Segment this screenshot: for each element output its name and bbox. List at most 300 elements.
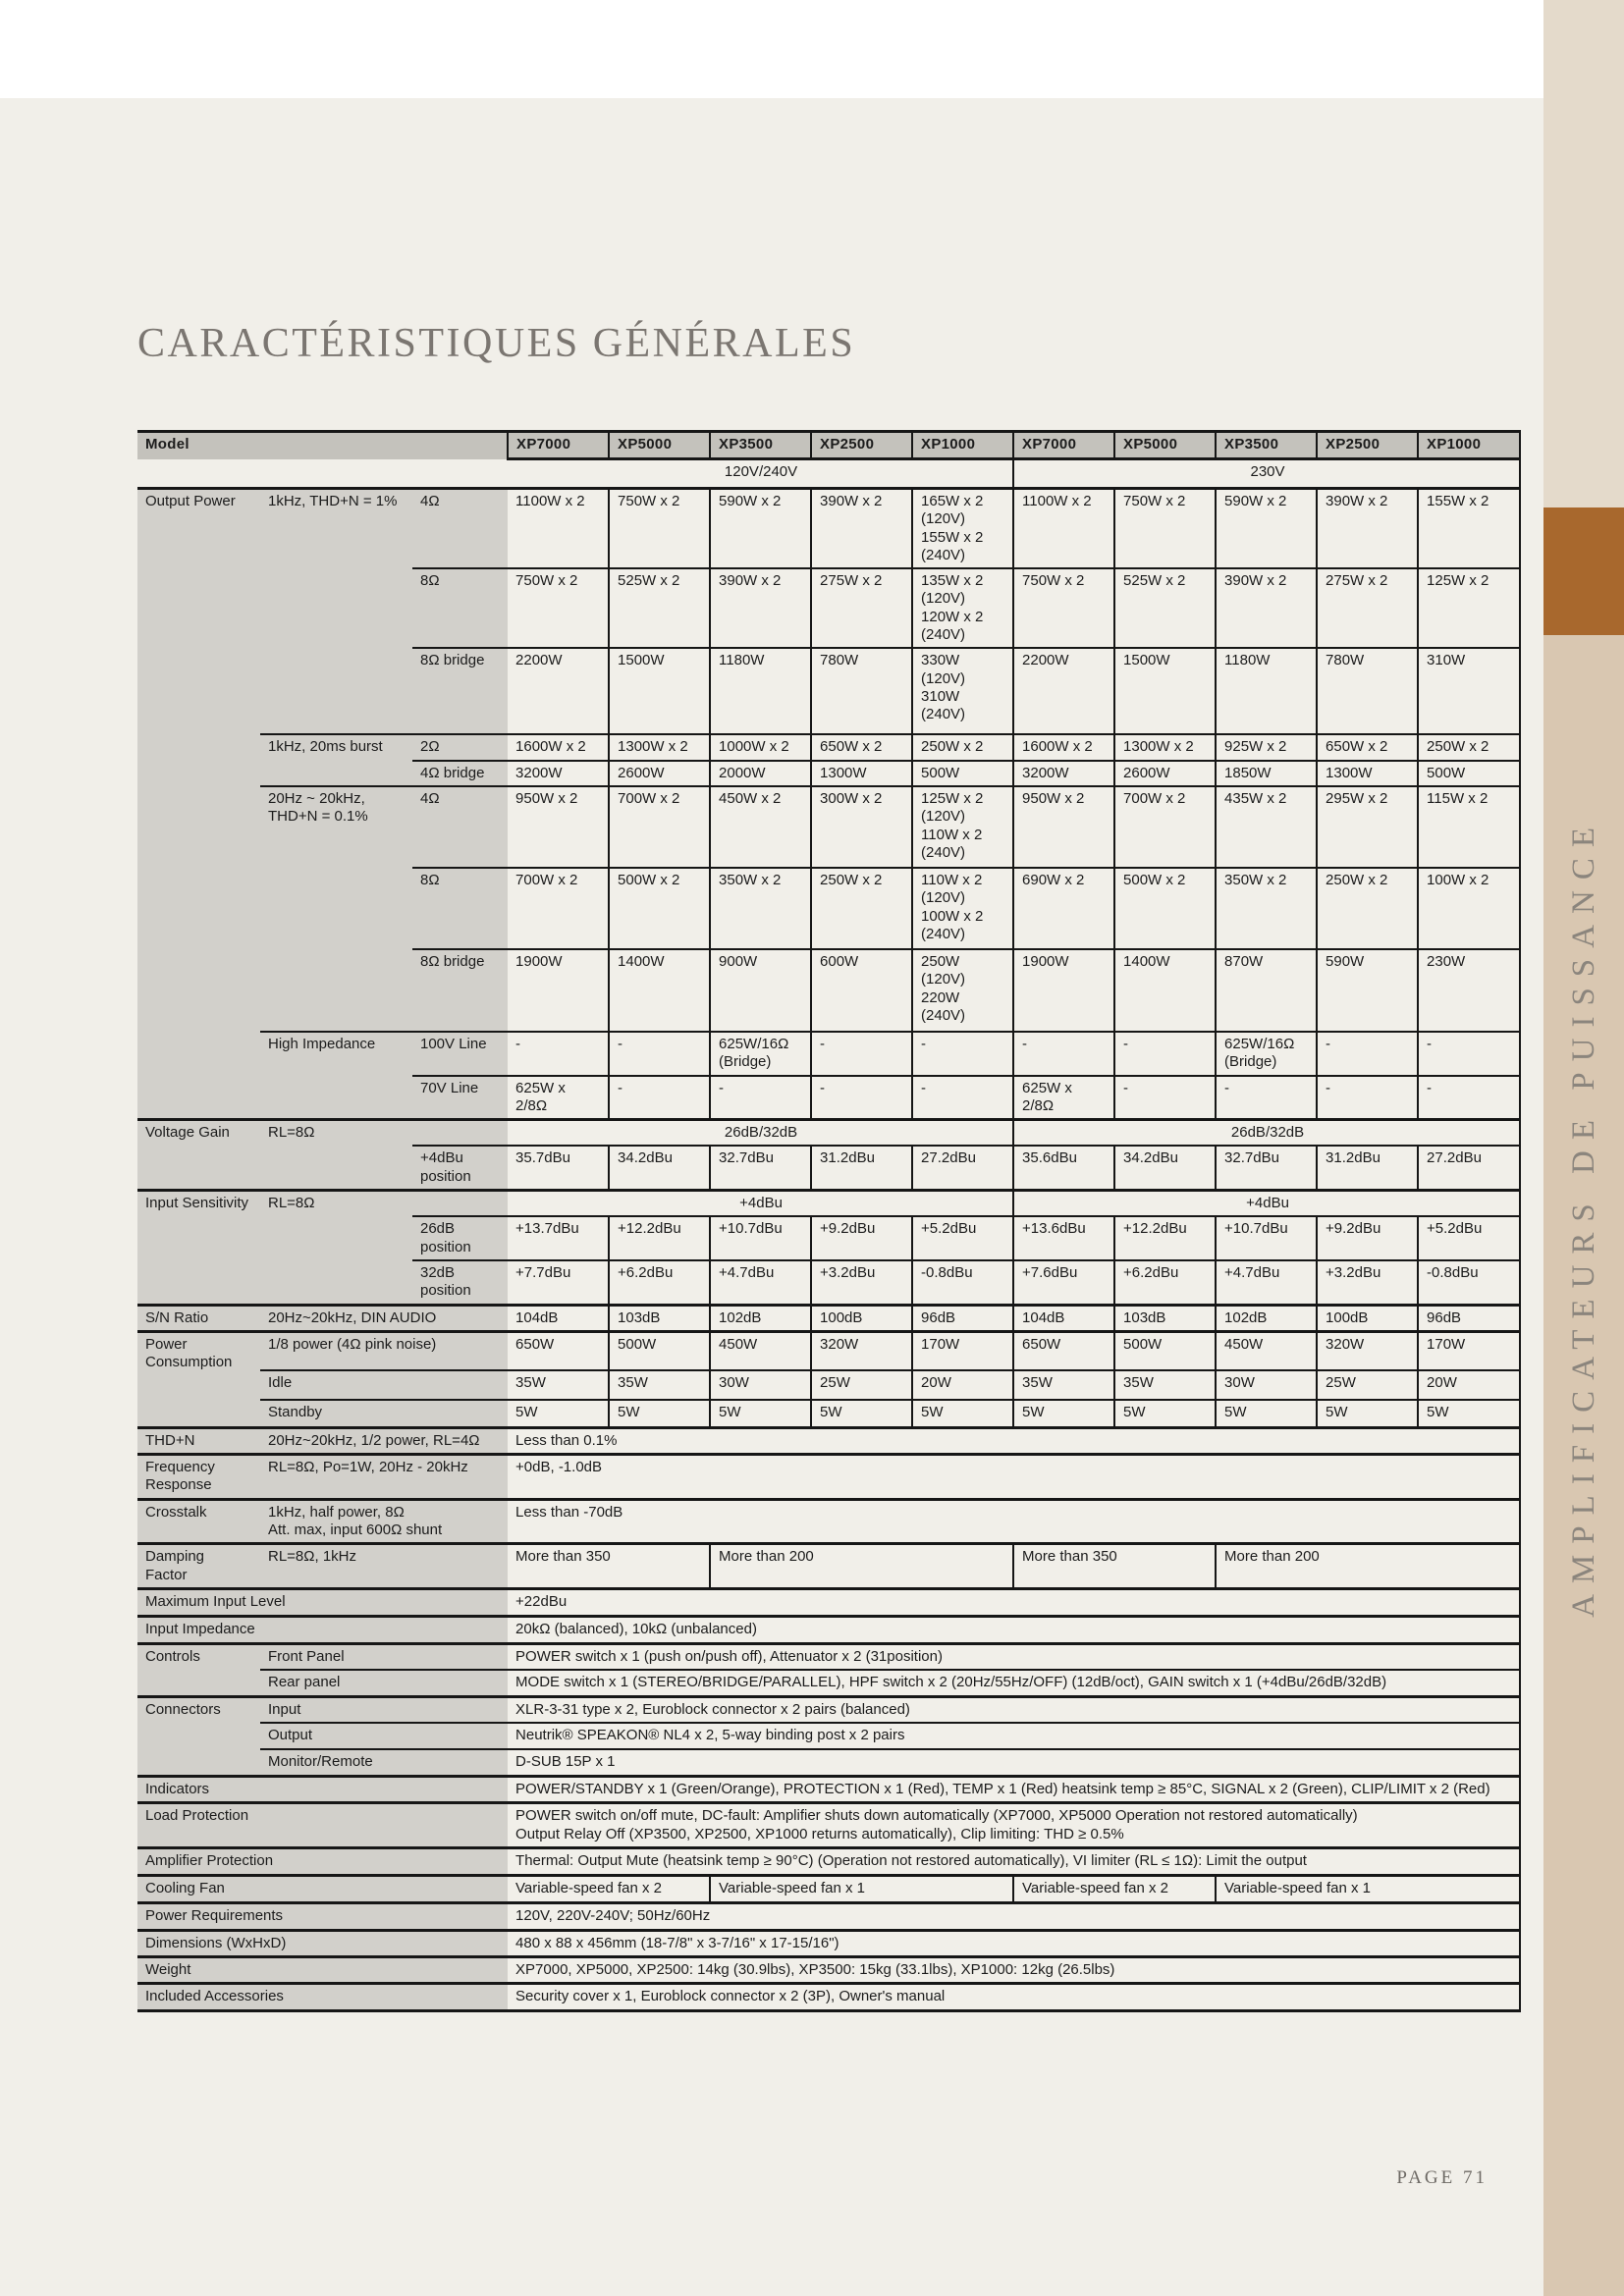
table-row <box>137 1749 1520 1776</box>
spec-value: 5W <box>1216 1400 1317 1427</box>
table-row <box>137 1957 1520 1984</box>
spec-value: 230W <box>1418 949 1520 1032</box>
spec-table <box>137 430 1521 2012</box>
row-sublabel: 8Ω <box>412 868 508 949</box>
spec-value: 690W x 2 <box>1013 868 1114 949</box>
spec-value: 900W <box>710 949 811 1032</box>
spec-value: 590W <box>1317 949 1418 1032</box>
row-sublabel: 4Ω <box>412 489 508 569</box>
spec-value: 165W x 2 (120V) 155W x 2 (240V) <box>912 489 1013 569</box>
spec-value: 780W <box>811 648 912 734</box>
model-column-header: XP7000 <box>508 432 609 459</box>
sidebar-vertical-label-text: AMPLIFICATEURS DE PUISSANCE <box>1565 817 1601 1618</box>
row-sublabel: 4Ω bridge <box>412 761 508 786</box>
spec-value: 5W <box>1317 1400 1418 1427</box>
spec-value: 1300W <box>811 761 912 786</box>
spec-value: POWER switch on/off mute, DC-fault: Amplifier shuts down automatically (XP7000, XP5000 Operation not restored automatically) Output Relay Off (XP3500, XP2500, XP1000 returns automatically), Clip limiting: THD ≥ 0.5% <box>508 1803 1520 1848</box>
spec-value: 102dB <box>1216 1305 1317 1331</box>
spec-value: 300W x 2 <box>811 786 912 868</box>
spec-value: Variable-speed fan x 2 <box>508 1875 710 1902</box>
spec-value: Variable-speed fan x 1 <box>1216 1875 1520 1902</box>
spec-value: 590W x 2 <box>710 489 811 569</box>
row-label: Damping Factor <box>137 1544 260 1589</box>
table-row <box>137 1032 1520 1076</box>
spec-value: More than 200 <box>710 1544 1013 1589</box>
row-label: THD+N <box>137 1427 260 1454</box>
spec-value: POWER switch x 1 (push on/push off), Attenuator x 2 (31position) <box>508 1643 1520 1670</box>
table-row <box>137 1499 1520 1544</box>
spec-value: XLR-3-31 type x 2, Euroblock connector x 2 pairs (balanced) <box>508 1696 1520 1723</box>
spec-value: - <box>912 1032 1013 1076</box>
spec-value: +5.2dBu <box>1418 1216 1520 1260</box>
table-row <box>137 432 1520 459</box>
row-condition: 20Hz~20kHz, DIN AUDIO <box>260 1305 508 1331</box>
spec-value: -0.8dBu <box>912 1260 1013 1305</box>
row-sublabel: 2Ω <box>412 734 508 760</box>
table-row <box>137 1427 1520 1454</box>
spec-value: 5W <box>710 1400 811 1427</box>
table-row <box>137 1803 1520 1848</box>
spec-value: 34.2dBu <box>609 1146 710 1190</box>
row-label: Output Power <box>137 489 260 1120</box>
row-condition: 1kHz, 20ms burst <box>260 734 412 786</box>
spec-value: 250W x 2 <box>1317 868 1418 949</box>
model-column-header: XP5000 <box>1114 432 1216 459</box>
spec-value: 5W <box>1418 1400 1520 1427</box>
spec-value: +4dBu <box>1013 1191 1520 1217</box>
row-label: Weight <box>137 1957 508 1984</box>
spec-value: +9.2dBu <box>1317 1216 1418 1260</box>
table-row <box>137 1696 1520 1723</box>
spec-value: +3.2dBu <box>1317 1260 1418 1305</box>
table-row <box>137 1120 1520 1147</box>
spec-value: +13.6dBu <box>1013 1216 1114 1260</box>
spec-value: 35.6dBu <box>1013 1146 1114 1190</box>
spec-value: 1180W <box>710 648 811 734</box>
spec-value: 1300W x 2 <box>1114 734 1216 760</box>
spec-value: 96dB <box>912 1305 1013 1331</box>
spec-value: 30W <box>710 1370 811 1400</box>
spec-value: 1900W <box>1013 949 1114 1032</box>
spec-value: 20W <box>1418 1370 1520 1400</box>
table-row <box>137 1331 1520 1370</box>
spec-value: 30W <box>1216 1370 1317 1400</box>
model-column-header: XP2500 <box>811 432 912 459</box>
spec-value: +10.7dBu <box>710 1216 811 1260</box>
row-condition: Rear panel <box>260 1670 508 1696</box>
spec-value: 500W x 2 <box>1114 868 1216 949</box>
spec-value: - <box>1418 1076 1520 1120</box>
spec-value: - <box>1317 1032 1418 1076</box>
spec-value: 500W <box>912 761 1013 786</box>
row-condition: RL=8Ω <box>260 1120 412 1191</box>
spec-value: 3200W <box>1013 761 1114 786</box>
row-sublabel: 70V Line <box>412 1076 508 1120</box>
table-row <box>137 459 1520 489</box>
row-label: Voltage Gain <box>137 1120 260 1191</box>
table-row <box>137 786 1520 868</box>
spec-value: - <box>710 1076 811 1120</box>
table-row <box>137 1723 1520 1749</box>
spec-value: - <box>912 1076 1013 1120</box>
table-row <box>137 1191 1520 1217</box>
spec-value: +7.7dBu <box>508 1260 609 1305</box>
spec-value: 750W x 2 <box>1013 568 1114 648</box>
spec-value: 350W x 2 <box>1216 868 1317 949</box>
spec-value: 625W/16Ω (Bridge) <box>710 1032 811 1076</box>
spec-value: 250W x 2 <box>1418 734 1520 760</box>
row-condition: Input <box>260 1696 508 1723</box>
spec-value: 590W x 2 <box>1216 489 1317 569</box>
spec-value: 3200W <box>508 761 609 786</box>
sidebar-top-band <box>1543 0 1624 507</box>
spec-value: 1850W <box>1216 761 1317 786</box>
spec-value: 35W <box>508 1370 609 1400</box>
spec-value: 2600W <box>1114 761 1216 786</box>
spec-value: 450W <box>1216 1331 1317 1370</box>
spacer-cell <box>412 1120 508 1147</box>
spec-value: 25W <box>1317 1370 1418 1400</box>
row-condition: Standby <box>260 1400 508 1427</box>
spec-value: 625W/16Ω (Bridge) <box>1216 1032 1317 1076</box>
row-condition: Output <box>260 1723 508 1749</box>
spec-value: Less than -70dB <box>508 1499 1520 1544</box>
spec-value: 100dB <box>811 1305 912 1331</box>
row-condition: Monitor/Remote <box>260 1749 508 1776</box>
row-label: Controls <box>137 1643 260 1696</box>
spec-value: 925W x 2 <box>1216 734 1317 760</box>
spec-value: 115W x 2 <box>1418 786 1520 868</box>
spec-value: 103dB <box>1114 1305 1216 1331</box>
spec-value: 650W x 2 <box>811 734 912 760</box>
row-label: Power Requirements <box>137 1902 508 1930</box>
row-label: Maximum Input Level <box>137 1588 508 1616</box>
spec-value: 100dB <box>1317 1305 1418 1331</box>
table-row <box>137 489 1520 569</box>
spec-value: 250W x 2 <box>811 868 912 949</box>
spec-value: 104dB <box>1013 1305 1114 1331</box>
page-title: CARACTÉRISTIQUES GÉNÉRALES <box>137 321 856 367</box>
spec-value: 2600W <box>609 761 710 786</box>
voltage-group-label: 120V/240V <box>508 459 1013 489</box>
row-condition: RL=8Ω, 1kHz <box>260 1544 508 1589</box>
table-row <box>137 1670 1520 1696</box>
spec-value: 625W x 2/8Ω <box>1013 1076 1114 1120</box>
spec-value: +12.2dBu <box>1114 1216 1216 1260</box>
table-row <box>137 1643 1520 1670</box>
spec-value: 390W x 2 <box>1216 568 1317 648</box>
spec-value: 525W x 2 <box>1114 568 1216 648</box>
spec-value: 1400W <box>1114 949 1216 1032</box>
spec-value: 5W <box>811 1400 912 1427</box>
model-column-header: XP1000 <box>1418 432 1520 459</box>
spec-value: 450W <box>710 1331 811 1370</box>
spec-value: 310W <box>1418 648 1520 734</box>
spec-value: 1500W <box>1114 648 1216 734</box>
spec-value: 1000W x 2 <box>710 734 811 760</box>
spec-value: 450W x 2 <box>710 786 811 868</box>
model-column-header: XP2500 <box>1317 432 1418 459</box>
table-row <box>137 1588 1520 1616</box>
spec-value: 20W <box>912 1370 1013 1400</box>
page-number: PAGE 71 <box>1396 2167 1488 2188</box>
spec-value: 950W x 2 <box>1013 786 1114 868</box>
spec-value: 1300W x 2 <box>609 734 710 760</box>
spec-value: 750W x 2 <box>609 489 710 569</box>
spec-value: 32.7dBu <box>710 1146 811 1190</box>
row-label: Load Protection <box>137 1803 508 1848</box>
spec-value: More than 350 <box>508 1544 710 1589</box>
spec-value: 2200W <box>508 648 609 734</box>
row-label: Input Impedance <box>137 1616 508 1643</box>
spec-value: - <box>1114 1076 1216 1120</box>
row-label: Frequency Response <box>137 1455 260 1500</box>
spec-value: 350W x 2 <box>710 868 811 949</box>
row-sublabel: 32dB position <box>412 1260 508 1305</box>
row-sublabel: 8Ω bridge <box>412 949 508 1032</box>
row-label: Dimensions (WxHxD) <box>137 1930 508 1956</box>
spec-value: 34.2dBu <box>1114 1146 1216 1190</box>
spec-value: 120V, 220V-240V; 50Hz/60Hz <box>508 1902 1520 1930</box>
spec-value: Thermal: Output Mute (heatsink temp ≥ 90°C) (Operation not restored automatically), VI limiter (RL ≤ 1Ω): Limit the output <box>508 1847 1520 1875</box>
spec-value: D-SUB 15P x 1 <box>508 1749 1520 1776</box>
spec-value: 96dB <box>1418 1305 1520 1331</box>
spec-value: 1600W x 2 <box>508 734 609 760</box>
spec-value: - <box>1317 1076 1418 1120</box>
spec-value: 650W <box>1013 1331 1114 1370</box>
spec-value: 480 x 88 x 456mm (18-7/8" x 3-7/16" x 17-15/16") <box>508 1930 1520 1956</box>
spec-value: 100W x 2 <box>1418 868 1520 949</box>
spec-value: 31.2dBu <box>811 1146 912 1190</box>
row-condition: RL=8Ω <box>260 1191 412 1305</box>
spec-value: 5W <box>508 1400 609 1427</box>
row-sublabel: 8Ω bridge <box>412 648 508 734</box>
model-column-header: XP1000 <box>912 432 1013 459</box>
spec-value: - <box>1418 1032 1520 1076</box>
spec-value: XP7000, XP5000, XP2500: 14kg (30.9lbs), XP3500: 15kg (33.1lbs), XP1000: 12kg (26.5lbs) <box>508 1957 1520 1984</box>
spec-value: 275W x 2 <box>1317 568 1418 648</box>
spec-value: 870W <box>1216 949 1317 1032</box>
table-row <box>137 734 1520 760</box>
spec-value: 295W x 2 <box>1317 786 1418 868</box>
spec-value: 170W <box>912 1331 1013 1370</box>
spec-value: 2000W <box>710 761 811 786</box>
row-sublabel: 100V Line <box>412 1032 508 1076</box>
model-column-header: XP7000 <box>1013 432 1114 459</box>
table-row <box>137 1875 1520 1902</box>
spec-value: 650W x 2 <box>1317 734 1418 760</box>
spec-value: 750W x 2 <box>508 568 609 648</box>
spec-value: 5W <box>1114 1400 1216 1427</box>
spec-value: 5W <box>609 1400 710 1427</box>
spec-value: 170W <box>1418 1331 1520 1370</box>
spec-value: 1100W x 2 <box>508 489 609 569</box>
row-condition: 1/8 power (4Ω pink noise) <box>260 1331 508 1370</box>
table-row <box>137 1847 1520 1875</box>
spec-value: 25W <box>811 1370 912 1400</box>
spec-value: 1180W <box>1216 648 1317 734</box>
spec-value: 500W x 2 <box>609 868 710 949</box>
spec-value: POWER/STANDBY x 1 (Green/Orange), PROTECTION x 1 (Red), TEMP x 1 (Red) heatsink temp ≥ 85°C, SIGNAL x 2 (Green), CLIP/LIMIT x 2 (Red) <box>508 1776 1520 1802</box>
table-row <box>137 1400 1520 1427</box>
spec-value: 155W x 2 <box>1418 489 1520 569</box>
spec-value: MODE switch x 1 (STEREO/BRIDGE/PARALLEL), HPF switch x 2 (20Hz/55Hz/OFF) (12dB/oct), GAIN switch x 1 (+4dBu/26dB/32dB) <box>508 1670 1520 1696</box>
spec-value: 275W x 2 <box>811 568 912 648</box>
table-row <box>137 1616 1520 1643</box>
spacer-cell <box>137 459 508 489</box>
spec-value: Variable-speed fan x 1 <box>710 1875 1013 1902</box>
row-label: Power Consumption <box>137 1331 260 1427</box>
row-label: Connectors <box>137 1696 260 1776</box>
spec-value: +22dBu <box>508 1588 1520 1616</box>
model-header-label: Model <box>137 432 508 459</box>
spec-value: Variable-speed fan x 2 <box>1013 1875 1216 1902</box>
row-label: Input Sensitivity <box>137 1191 260 1305</box>
table-row <box>137 1305 1520 1331</box>
spec-value: 700W x 2 <box>609 786 710 868</box>
spec-value: 1600W x 2 <box>1013 734 1114 760</box>
spec-value: +5.2dBu <box>912 1216 1013 1260</box>
model-column-header: XP3500 <box>1216 432 1317 459</box>
spec-value: 5W <box>1013 1400 1114 1427</box>
spec-value: 2200W <box>1013 648 1114 734</box>
row-label: S/N Ratio <box>137 1305 260 1331</box>
spec-value: +12.2dBu <box>609 1216 710 1260</box>
spacer-cell <box>412 1191 508 1217</box>
sidebar-vertical-label <box>1543 756 1624 1679</box>
spec-value: - <box>1114 1032 1216 1076</box>
row-condition: 1kHz, half power, 8Ω Att. max, input 600Ω shunt <box>260 1499 508 1544</box>
row-label: Cooling Fan <box>137 1875 508 1902</box>
spec-value: 250W (120V) 220W (240V) <box>912 949 1013 1032</box>
table-row <box>137 1544 1520 1589</box>
table-row <box>137 1984 1520 2011</box>
spec-value: More than 200 <box>1216 1544 1520 1589</box>
spec-value: 1900W <box>508 949 609 1032</box>
spec-value: - <box>1216 1076 1317 1120</box>
spec-value: -0.8dBu <box>1418 1260 1520 1305</box>
spec-value: +9.2dBu <box>811 1216 912 1260</box>
row-condition: Front Panel <box>260 1643 508 1670</box>
spec-value: Less than 0.1% <box>508 1427 1520 1454</box>
row-condition: High Impedance <box>260 1032 412 1120</box>
row-label: Included Accessories <box>137 1984 508 2011</box>
spec-value: 104dB <box>508 1305 609 1331</box>
spec-value: +7.6dBu <box>1013 1260 1114 1305</box>
row-label: Crosstalk <box>137 1499 260 1544</box>
spec-value: 625W x 2/8Ω <box>508 1076 609 1120</box>
spec-value: 390W x 2 <box>811 489 912 569</box>
spec-value: +4dBu <box>508 1191 1013 1217</box>
spec-value: 500W <box>1418 761 1520 786</box>
spec-value: +10.7dBu <box>1216 1216 1317 1260</box>
spec-value: - <box>811 1076 912 1120</box>
spec-value: 31.2dBu <box>1317 1146 1418 1190</box>
spec-value: 750W x 2 <box>1114 489 1216 569</box>
table-row <box>137 1776 1520 1802</box>
row-sublabel: 26dB position <box>412 1216 508 1260</box>
spec-value: 35W <box>609 1370 710 1400</box>
spec-value: +13.7dBu <box>508 1216 609 1260</box>
spec-value: 35W <box>1114 1370 1216 1400</box>
spec-value: +4.7dBu <box>1216 1260 1317 1305</box>
spec-value: 1400W <box>609 949 710 1032</box>
spec-value: 1500W <box>609 648 710 734</box>
spec-value: 650W <box>508 1331 609 1370</box>
row-label: Indicators <box>137 1776 508 1802</box>
spec-value: - <box>1013 1032 1114 1076</box>
row-sublabel: 8Ω <box>412 568 508 648</box>
spec-value: - <box>811 1032 912 1076</box>
spec-value: 35W <box>1013 1370 1114 1400</box>
table-row <box>137 1370 1520 1400</box>
spec-value: - <box>508 1032 609 1076</box>
spec-value: 102dB <box>710 1305 811 1331</box>
spec-value: More than 350 <box>1013 1544 1216 1589</box>
spec-value: 700W x 2 <box>508 868 609 949</box>
spec-value: +3.2dBu <box>811 1260 912 1305</box>
spec-value: 27.2dBu <box>1418 1146 1520 1190</box>
row-condition: 20Hz ~ 20kHz, THD+N = 0.1% <box>260 786 412 1032</box>
row-condition: RL=8Ω, Po=1W, 20Hz - 20kHz <box>260 1455 508 1500</box>
spec-value: +6.2dBu <box>609 1260 710 1305</box>
spec-value: 26dB/32dB <box>1013 1120 1520 1147</box>
spec-value: 125W x 2 (120V) 110W x 2 (240V) <box>912 786 1013 868</box>
spec-value: 125W x 2 <box>1418 568 1520 648</box>
table-row <box>137 1455 1520 1500</box>
spec-value: 1300W <box>1317 761 1418 786</box>
row-sublabel: +4dBu position <box>412 1146 508 1190</box>
spec-value: 330W (120V) 310W (240V) <box>912 648 1013 734</box>
spec-value: 600W <box>811 949 912 1032</box>
spec-value: 110W x 2 (120V) 100W x 2 (240V) <box>912 868 1013 949</box>
spec-value: Neutrik® SPEAKON® NL4 x 2, 5-way binding post x 2 pairs <box>508 1723 1520 1749</box>
spec-value: - <box>609 1032 710 1076</box>
row-sublabel: 4Ω <box>412 786 508 868</box>
spec-value: 700W x 2 <box>1114 786 1216 868</box>
spec-value: 26dB/32dB <box>508 1120 1013 1147</box>
spec-value: 1100W x 2 <box>1013 489 1114 569</box>
spec-value: +0dB, -1.0dB <box>508 1455 1520 1500</box>
spec-value: 320W <box>811 1331 912 1370</box>
model-column-header: XP5000 <box>609 432 710 459</box>
table-row <box>137 1930 1520 1956</box>
spec-value: 500W <box>1114 1331 1216 1370</box>
spec-table-body <box>137 432 1520 2011</box>
spec-value: 950W x 2 <box>508 786 609 868</box>
spec-value: Security cover x 1, Euroblock connector x 2 (3P), Owner's manual <box>508 1984 1520 2011</box>
spec-value: 500W <box>609 1331 710 1370</box>
spec-value: +4.7dBu <box>710 1260 811 1305</box>
spec-value: 250W x 2 <box>912 734 1013 760</box>
spec-value: 135W x 2 (120V) 120W x 2 (240V) <box>912 568 1013 648</box>
row-condition: 20Hz~20kHz, 1/2 power, RL=4Ω <box>260 1427 508 1454</box>
spec-value: 435W x 2 <box>1216 786 1317 868</box>
table-row <box>137 1902 1520 1930</box>
spec-value: 103dB <box>609 1305 710 1331</box>
spec-value: 390W x 2 <box>1317 489 1418 569</box>
spec-value: 32.7dBu <box>1216 1146 1317 1190</box>
row-condition: 1kHz, THD+N = 1% <box>260 489 412 735</box>
sidebar-accent-square <box>1543 507 1624 635</box>
spec-value: 5W <box>912 1400 1013 1427</box>
spec-value: 780W <box>1317 648 1418 734</box>
spec-value: 525W x 2 <box>609 568 710 648</box>
spec-value: +6.2dBu <box>1114 1260 1216 1305</box>
row-label: Amplifier Protection <box>137 1847 508 1875</box>
spec-value: 27.2dBu <box>912 1146 1013 1190</box>
spec-value: 320W <box>1317 1331 1418 1370</box>
